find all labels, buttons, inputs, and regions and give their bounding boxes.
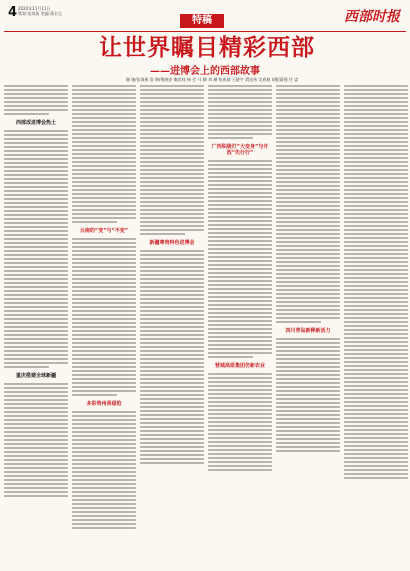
column-4-subhead-1: 广西积极打“大变身”与开放“先行行” — [211, 144, 269, 156]
column-2 — [72, 85, 136, 531]
masthead-rule — [4, 31, 406, 32]
column-3-subhead-1: 新疆尊贵特色进博会 — [149, 240, 195, 246]
column-3 — [140, 85, 204, 466]
column-1 — [4, 85, 68, 499]
column-4-subhead-2: 营城高原集团仿新农业 — [214, 363, 265, 369]
page-number: 4 — [8, 5, 18, 20]
section-tag: 特稿 — [180, 14, 224, 28]
column-4 — [208, 85, 272, 473]
headline: 让世界瞩目精彩西部 — [99, 35, 315, 61]
byline: 谢 驰/张海燕 詹 锦/相晓安 谢希桂 杨 会 马 腾 刘 琳 焦成晟 王晓宇 滑达伟 吴春旭 胡阳蔚强 任 睿 — [125, 77, 299, 82]
column-2-subhead-2: 多彩贵州香甜抢 — [86, 401, 122, 407]
date-line — [18, 6, 62, 16]
column-5-subhead-1: 四川青岛新释新活力 — [285, 328, 331, 334]
column-2-subhead-1: 云南的“变”与“不变” — [79, 228, 129, 234]
column-1-subhead-1: 西部成进博会热土 — [15, 120, 56, 126]
column-6 — [344, 85, 408, 481]
subheadline: ——进博会上的西部故事 — [150, 66, 260, 77]
date-line-1: 2020年11月11日 — [18, 6, 51, 11]
column-1-subhead-2: 重庆搭建全球新疆 — [15, 373, 56, 379]
masthead — [0, 0, 410, 32]
date-line-2: 策划:张海燕 美编:蒲名豆 — [18, 11, 62, 16]
column-5 — [276, 85, 340, 454]
newspaper-logo: 西部时报 — [344, 9, 400, 25]
